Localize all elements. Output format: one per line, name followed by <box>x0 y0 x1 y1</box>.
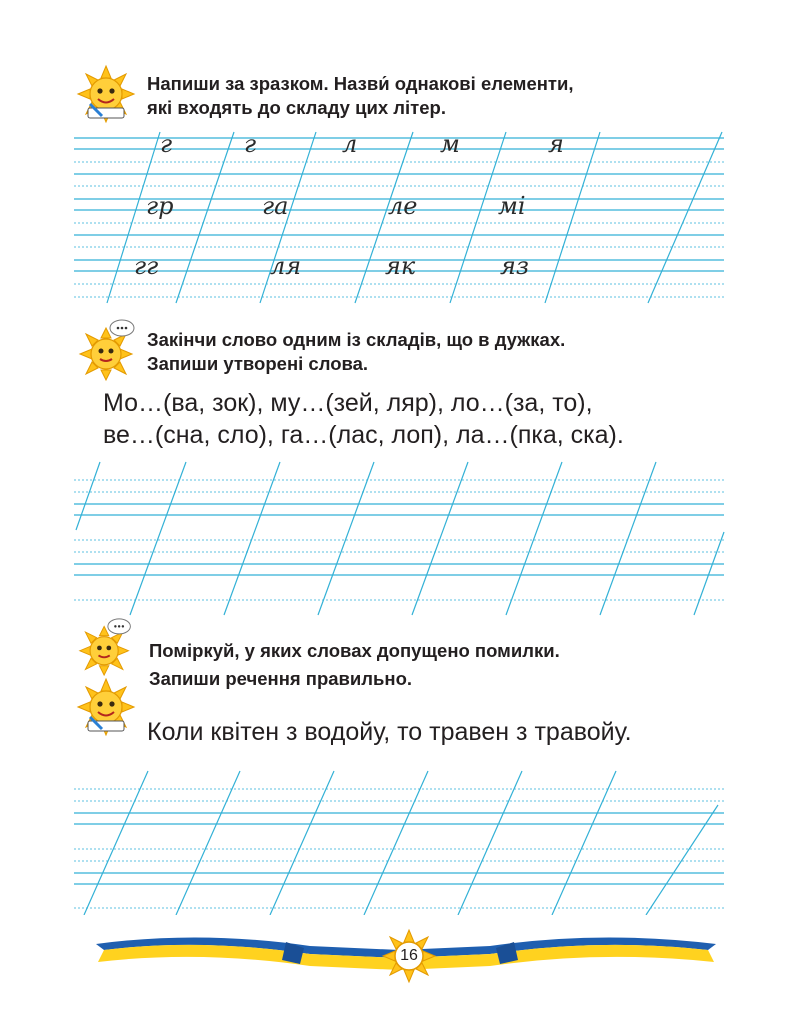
sample-yaz: яз <box>500 252 529 280</box>
task-2-ruling <box>0 310 800 620</box>
sample-m: м <box>440 130 460 158</box>
task-1-instruction-line1: Напиши за зразком. Назви́ однакові елементи, <box>147 73 574 94</box>
sample-lya: ля <box>270 252 302 280</box>
task-3-text-line1: Коли квітен з водойу, то травен з травойу. <box>147 718 632 746</box>
task-1 <box>0 0 800 310</box>
task-3-ruling <box>0 615 800 915</box>
task-1-instruction-line2: які входять до складу цих літер. <box>147 97 446 118</box>
sample-le: ле <box>388 192 418 220</box>
task-2 <box>0 310 800 620</box>
footer <box>0 920 800 1000</box>
task-2-instruction-line2: Запиши утворені слова. <box>147 353 369 374</box>
task-2-text-line1: Мо…(ва, зок), му…(зей, ляр), ло…(за, то), <box>103 389 593 417</box>
task-3 <box>0 615 800 915</box>
task-2-instruction-line1: Закінчи слово одним із складів, що в дужках. <box>147 329 566 350</box>
sample-ya: я <box>548 130 564 158</box>
sample-l: л <box>342 130 358 158</box>
page-number: 16 <box>400 947 418 964</box>
task-3-instruction-line2: Запиши речення правильно. <box>149 668 413 689</box>
sample-gr: гр <box>146 192 174 220</box>
task-3-instruction-line1: Поміркуй, у яких словах допущено помилки. <box>149 640 560 661</box>
task-2-text-line2: ве…(сна, сло), га…(лас, лоп), ла…(пка, ска). <box>103 421 624 449</box>
sample-ga: га <box>262 192 289 220</box>
sample-gg: гг <box>134 252 159 280</box>
sample-g: г <box>160 130 173 158</box>
sample-yak: як <box>385 252 416 280</box>
sample-mi: мі <box>498 192 526 220</box>
sample-capital-g: г <box>244 130 257 158</box>
